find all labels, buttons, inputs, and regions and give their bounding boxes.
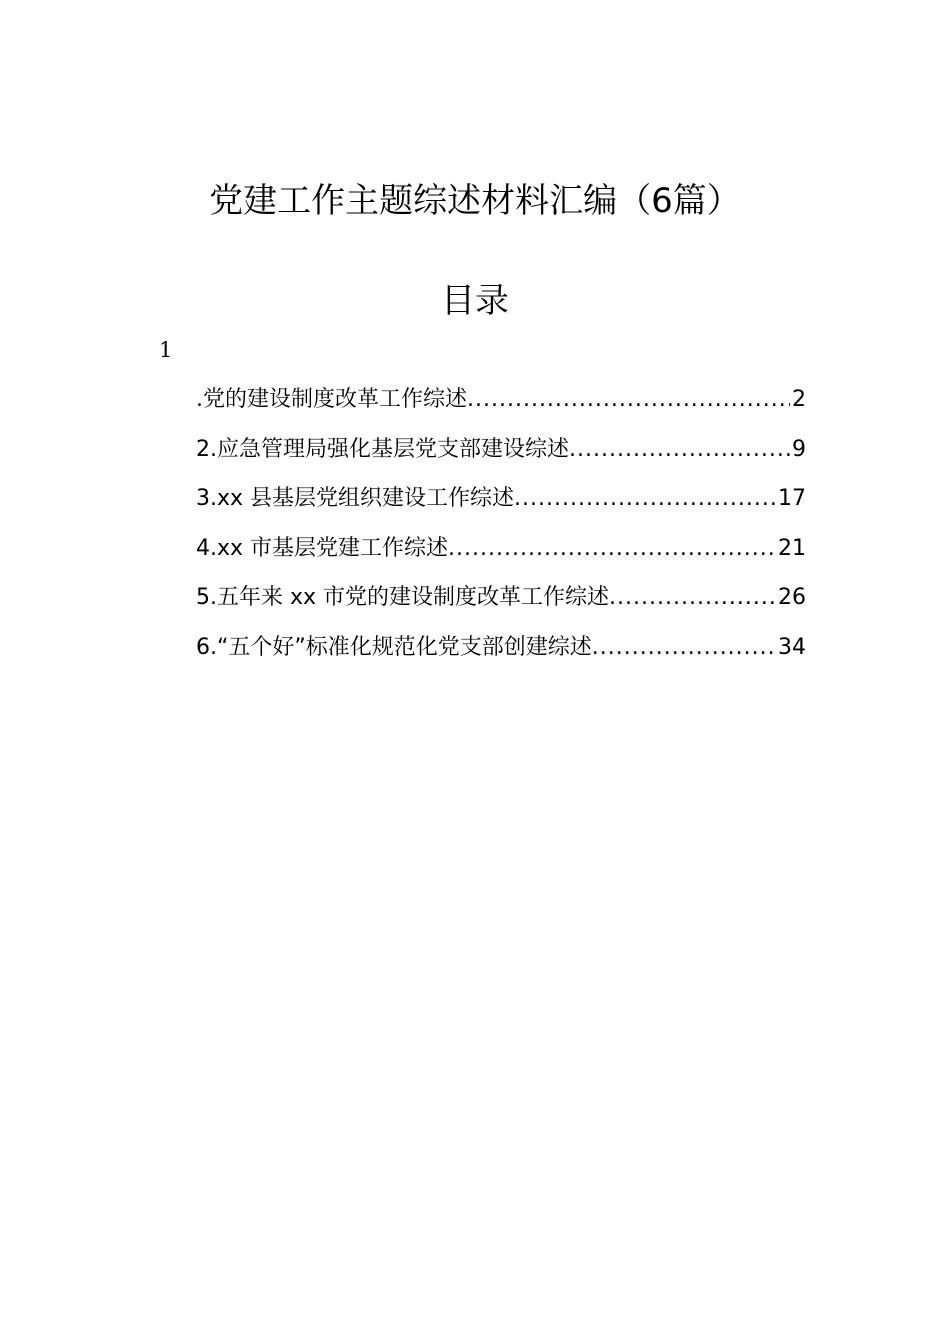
- toc-entry[interactable]: [196, 524, 806, 574]
- toc-entry-title: 4.xx 市基层党建工作综述: [196, 535, 449, 561]
- toc-entry-page: 34: [778, 634, 806, 660]
- toc-leader-dots: [592, 623, 776, 673]
- toc-entry-page: 21: [778, 535, 806, 561]
- toc-entry-title: 3.xx 县基层党组织建设工作综述: [196, 486, 515, 512]
- toc-leader-dots: [609, 573, 776, 623]
- toc-leader-dots: [448, 524, 776, 574]
- toc-leader-dots: [514, 474, 776, 524]
- toc-entry[interactable]: [196, 474, 806, 524]
- toc-entry-title: 2.应急管理局强化基层党支部建设综述: [196, 436, 569, 462]
- toc-entry[interactable]: [196, 573, 806, 623]
- stray-number: 1: [159, 338, 173, 362]
- table-of-contents: [196, 375, 806, 673]
- toc-entry-page: 17: [778, 486, 806, 512]
- toc-entry-page: 26: [778, 585, 806, 611]
- toc-heading: 目录: [441, 281, 509, 321]
- toc-entry-title: .党的建设制度改革工作综述: [196, 387, 467, 412]
- toc-entry[interactable]: [196, 375, 806, 425]
- toc-entry[interactable]: [196, 623, 806, 673]
- toc-entry-title: 6.“五个好”标准化规范化党支部创建综述: [196, 634, 592, 660]
- toc-entry-page: 2: [792, 387, 806, 412]
- toc-leader-dots: [467, 375, 790, 425]
- toc-leader-dots: [569, 425, 790, 475]
- toc-entry[interactable]: [196, 425, 806, 475]
- toc-entry-page: 9: [792, 436, 806, 462]
- document-title: 党建工作主题综述材料汇编（6篇）: [209, 181, 741, 221]
- toc-entry-title: 5.五年来 xx 市党的建设制度改革工作综述: [196, 585, 610, 611]
